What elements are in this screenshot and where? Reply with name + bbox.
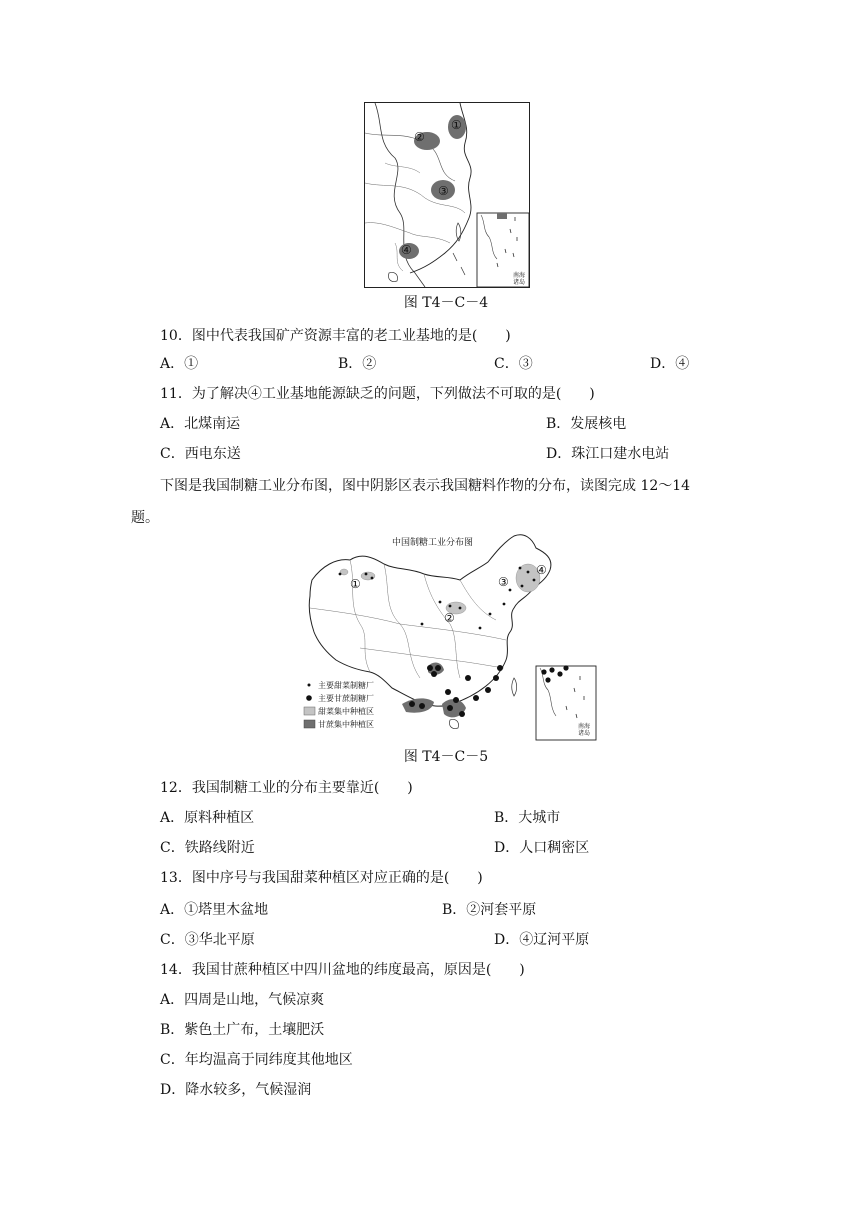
industrial-base-map-svg	[365, 103, 529, 287]
question-10-stem: 10．图中代表我国矿产资源丰富的老工业基地的是( )	[160, 328, 511, 344]
question-12-option-d: D．人口稠密区	[494, 840, 590, 856]
question-12-option-a: A．原料种植区	[160, 810, 255, 826]
question-11-option-c: C．西电东送	[160, 446, 241, 462]
sugar-marker-2: ②	[444, 611, 455, 625]
marker-3: ③	[438, 184, 449, 198]
inset-label-line1: 南海	[513, 272, 526, 279]
intro-line-1: 下图是我国制糖工业分布图，图中阴影区表示我国糖料作物的分布，读图完成 12～14	[160, 478, 691, 494]
sugar-inset-label-line2: 诸岛	[578, 730, 591, 737]
question-13-option-b: B．②河套平原	[442, 902, 537, 918]
legend-beet-region: 甜菜集中种植区	[318, 707, 374, 716]
question-12-option-b: B．大城市	[494, 810, 561, 826]
figure1-caption: 图 T4－C－4	[403, 295, 489, 311]
cane-region-southwest	[402, 698, 434, 712]
question-11-option-a: A．北煤南运	[160, 416, 241, 432]
legend-beet-factory: 主要甜菜制糖厂	[318, 681, 374, 690]
question-14-option-a: A．四周是山地，气候凉爽	[160, 992, 325, 1008]
question-13-option-d: D．④辽河平原	[494, 932, 590, 948]
sugar-marker-4: ④	[536, 563, 547, 577]
question-14-option-c: C．年均温高于同纬度其他地区	[160, 1052, 353, 1068]
question-13-option-a: A．①塔里木盆地	[160, 902, 269, 918]
question-10-option-d: D．④	[650, 356, 690, 372]
question-14-option-b: B．紫色土广布，土壤肥沃	[160, 1022, 325, 1038]
question-10-option-c: C．③	[494, 356, 533, 372]
question-12-option-c: C．铁路线附近	[160, 840, 255, 856]
map-title: 中国制糖工业分布图	[392, 538, 474, 548]
sugar-industry-map-svg	[300, 528, 598, 742]
sugar-inset-label-line1: 南海	[578, 723, 591, 730]
question-13-stem: 13．图中序号与我国甜菜种植区对应正确的是( )	[160, 870, 483, 886]
marker-2: ②	[414, 130, 425, 144]
marker-1: ①	[451, 118, 462, 132]
sugar-industry-map	[300, 528, 598, 742]
intro-line-2: 题。	[131, 510, 159, 526]
question-14-option-d: D．降水较多，气候湿润	[160, 1082, 312, 1098]
question-12-stem: 12．我国制糖工业的分布主要靠近( )	[160, 780, 413, 796]
question-11-option-d: D．珠江口建水电站	[546, 446, 670, 462]
industrial-base-map	[364, 102, 530, 288]
legend-cane-region: 甘蔗集中种植区	[318, 720, 374, 729]
question-11-option-b: B．发展核电	[546, 416, 627, 432]
figure2-caption: 图 T4－C－5	[403, 749, 489, 765]
question-10-option-b: B．②	[338, 356, 377, 372]
marker-4: ④	[401, 243, 412, 257]
legend-cane-factory: 主要甘蔗制糖厂	[318, 694, 374, 703]
question-11-stem: 11．为了解决④工业基地能源缺乏的问题，下列做法不可取的是( )	[160, 386, 595, 402]
inset-label-line2: 诸岛	[513, 279, 526, 286]
legend	[304, 680, 374, 729]
sugar-marker-1: ①	[350, 577, 361, 591]
question-13-option-c: C．③华北平原	[160, 932, 255, 948]
question-10-option-a: A．①	[160, 356, 199, 372]
sugar-marker-3: ③	[498, 575, 509, 589]
question-14-stem: 14．我国甘蔗种植区中四川盆地的纬度最高，原因是( )	[160, 962, 525, 978]
